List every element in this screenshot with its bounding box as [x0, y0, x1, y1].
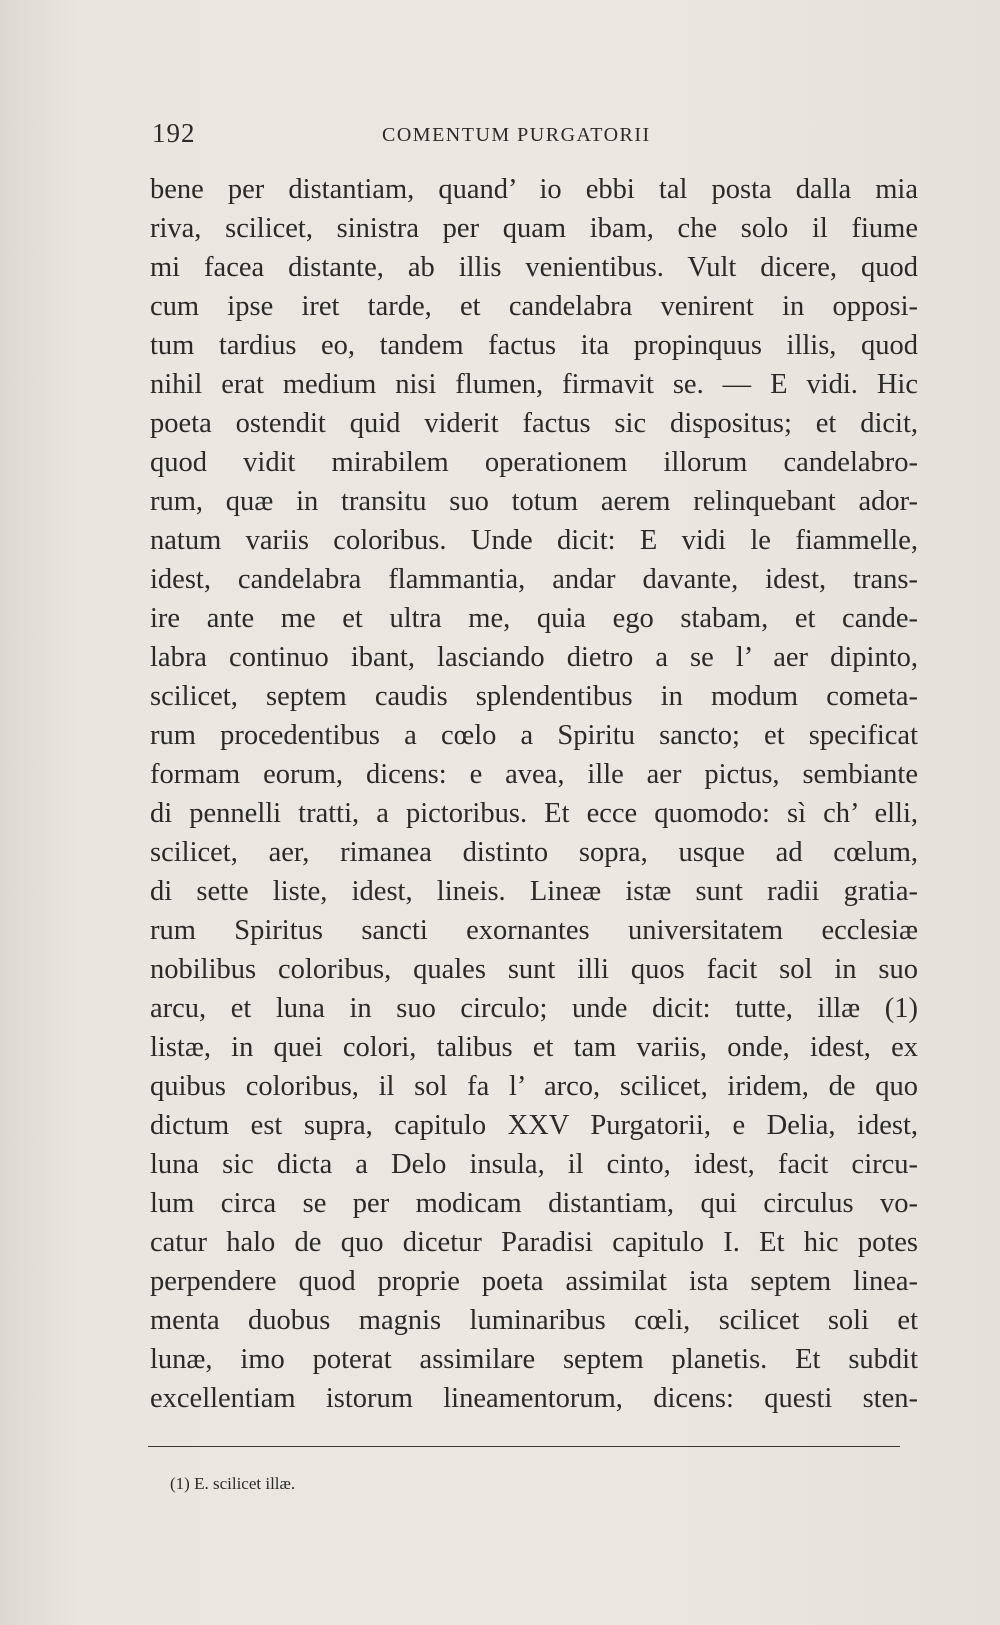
text-line: bene per distantiam, quand’ io ebbi tal posta dalla mia [150, 174, 918, 205]
text-line: catur halo de quo dicetur Paradisi capitulo I. Et hic potes [150, 1227, 918, 1258]
text-line: cum ipse iret tarde, et candelabra venirent in opposi- [150, 291, 918, 322]
text-line: riva, scilicet, sinistra per quam ibam, che solo il fiume [150, 213, 918, 244]
text-line: di sette liste, idest, lineis. Lineæ istæ sunt radii gratia- [150, 876, 918, 907]
text-line: rum procedentibus a cœlo a Spiritu sancto; et specificat [150, 720, 918, 751]
page-number: 192 [152, 118, 196, 148]
text-line: arcu, et luna in suo circulo; unde dicit: tutte, illæ (1) [150, 993, 918, 1024]
text-line: excellentiam istorum lineamentorum, dicens: questi sten- [150, 1383, 918, 1414]
text-line: natum variis coloribus. Unde dicit: E vidi le fiammelle, [150, 525, 918, 556]
text-line: tum tardius eo, tandem factus ita propinquus illis, quod [150, 330, 918, 361]
text-line: lum circa se per modicam distantiam, qui circulus vo- [150, 1188, 918, 1219]
body-text [150, 170, 918, 1418]
text-line: lunæ, imo poterat assimilare septem planetis. Et subdit [150, 1344, 918, 1375]
text-line: quod vidit mirabilem operationem illorum candelabro- [150, 447, 918, 478]
text-line: menta duobus magnis luminaribus cœli, scilicet soli et [150, 1305, 918, 1336]
footnote: (1) E. scilicet illæ. [170, 1474, 296, 1493]
page-header [152, 118, 912, 158]
text-line: rum Spiritus sancti exornantes universitatem ecclesiæ [150, 915, 918, 946]
text-line: formam eorum, dicens: e avea, ille aer pictus, sembiante [150, 759, 918, 790]
text-line: idest, candelabra flammantia, andar davante, idest, trans- [150, 564, 918, 595]
text-line: labra continuo ibant, lasciando dietro a se l’ aer dipinto, [150, 642, 918, 673]
text-line: listæ, in quei colori, talibus et tam variis, onde, idest, ex [150, 1032, 918, 1063]
text-line: poeta ostendit quid viderit factus sic dispositus; et dicit, [150, 408, 918, 439]
text-line: nihil erat medium nisi flumen, firmavit se. — E vidi. Hic [150, 369, 918, 400]
text-line: mi facea distante, ab illis venientibus. Vult dicere, quod [150, 252, 918, 283]
running-title: COMENTUM PURGATORII [382, 124, 651, 146]
text-line: quibus coloribus, il sol fa l’ arco, scilicet, iridem, de quo [150, 1071, 918, 1102]
text-line: scilicet, septem caudis splendentibus in modum cometa- [150, 681, 918, 712]
text-line: rum, quæ in transitu suo totum aerem relinquebant ador- [150, 486, 918, 517]
text-line: nobilibus coloribus, quales sunt illi quos facit sol in suo [150, 954, 918, 985]
text-line: dictum est supra, capitulo XXV Purgatorii, e Delia, idest, [150, 1110, 918, 1141]
text-line: di pennelli tratti, a pictoribus. Et ecce quomodo: sì ch’ elli, [150, 798, 918, 829]
footnote-rule [148, 1446, 900, 1447]
text-line: luna sic dicta a Delo insula, il cinto, idest, facit circu- [150, 1149, 918, 1180]
text-line: perpendere quod proprie poeta assimilat ista septem linea- [150, 1266, 918, 1297]
text-line: scilicet, aer, rimanea distinto sopra, usque ad cœlum, [150, 837, 918, 868]
text-line: ire ante me et ultra me, quia ego stabam, et cande- [150, 603, 918, 634]
